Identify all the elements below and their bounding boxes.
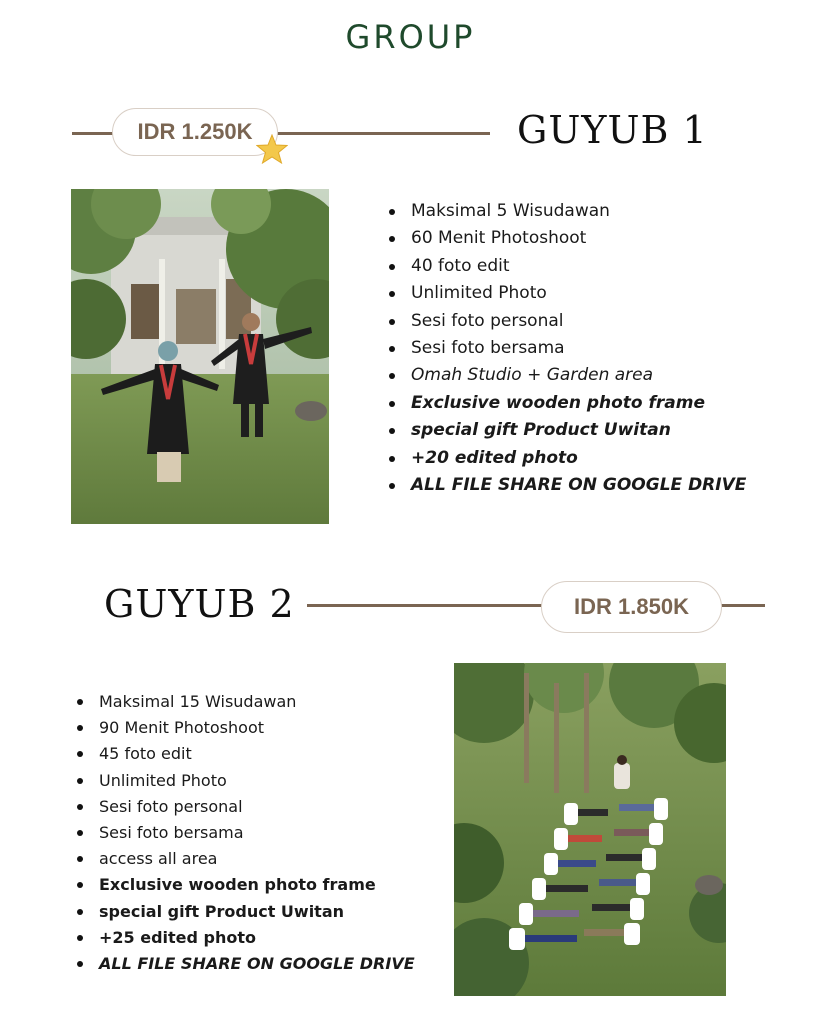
feature-item: Unlimited Photo [75, 768, 415, 794]
star-icon [256, 134, 288, 164]
feature-item: Unlimited Photo [387, 280, 746, 307]
feature-item: 40 foto edit [387, 253, 746, 280]
price-badge-1: IDR 1.250K [112, 108, 278, 156]
feature-item: Sesi foto personal [387, 308, 746, 335]
feature-item: 90 Menit Photoshoot [75, 715, 415, 741]
feature-item: +20 edited photo [387, 445, 746, 472]
feature-item: Exclusive wooden photo frame [75, 872, 415, 898]
feature-item: Exclusive wooden photo frame [387, 390, 746, 417]
feature-item: Sesi foto bersama [75, 820, 415, 846]
feature-item: ALL FILE SHARE ON GOOGLE DRIVE [75, 951, 415, 977]
feature-item: Sesi foto bersama [387, 335, 746, 362]
feature-item: 45 foto edit [75, 741, 415, 767]
feature-item: special gift Product Uwitan [75, 899, 415, 925]
feature-item: +25 edited photo [75, 925, 415, 951]
package-name-2: GUYUB 2 [104, 582, 295, 626]
feature-item: special gift Product Uwitan [387, 417, 746, 444]
feature-item: access all area [75, 846, 415, 872]
package-photo-2 [454, 663, 726, 996]
price-badge-2: IDR 1.850K [541, 581, 722, 633]
feature-list-2 [75, 689, 415, 977]
feature-item: ALL FILE SHARE ON GOOGLE DRIVE [387, 472, 746, 499]
feature-list-1 [387, 198, 746, 499]
feature-item: Maksimal 15 Wisudawan [75, 689, 415, 715]
package-name-1: GUYUB 1 [517, 108, 708, 152]
page-title: GROUP [345, 18, 476, 56]
feature-item: 60 Menit Photoshoot [387, 225, 746, 252]
package-photo-1 [71, 189, 329, 524]
feature-item: Sesi foto personal [75, 794, 415, 820]
feature-item: Maksimal 5 Wisudawan [387, 198, 746, 225]
feature-item: Omah Studio + Garden area [387, 362, 746, 389]
